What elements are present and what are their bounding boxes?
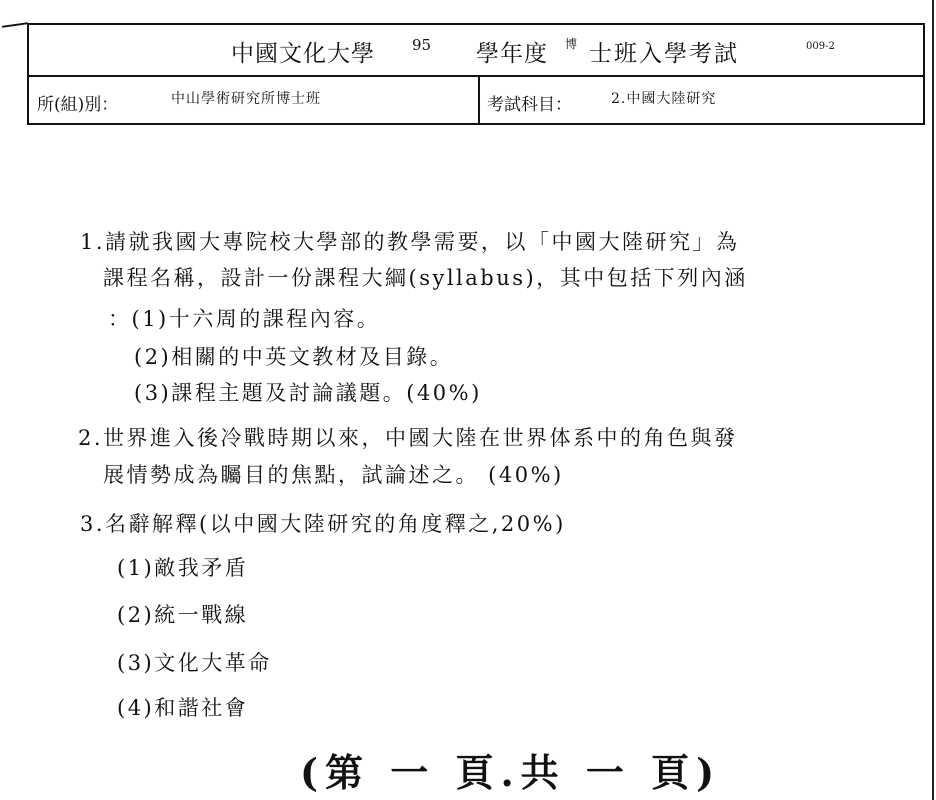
question-3-item-3: (3)文化大革命 [117,651,272,675]
university-name: 中國文化大學 [231,41,375,67]
subject-label: 考試科目： [487,95,572,115]
academic-year-label: 學年度 [476,41,548,67]
scan-corner-mark [2,22,28,28]
question-3-line-1: 3.名辭解釋(以中國大陸研究的角度釋之,20%) [80,512,566,536]
question-3-item-2: (2)統一戰線 [117,603,249,627]
exam-title-row [29,25,923,77]
degree-level: 博 [565,37,578,51]
department-label: 所(組)別： [37,95,119,115]
subject-value: 2.中國大陸研究 [611,91,717,107]
question-1-line-1: 1.請就我國大專院校大學部的教學需要，以「中國大陸研究」為 [80,230,740,254]
question-1-line-5: (3)課程主題及討論議題。(40%) [134,381,482,405]
exam-info-row [29,75,923,125]
scan-page-edge [932,0,934,800]
question-3-item-4: (4)和諧社會 [117,696,249,720]
cell-divider [478,75,480,125]
document-code: 009-2 [806,41,835,52]
question-2-line-2: 展情勢成為矚目的焦點，試論述之。 (40%) [103,463,564,487]
academic-year: 95 [412,36,432,54]
question-1-line-3: ：(1)十六周的課程內容。 [108,307,381,331]
exam-name: 士班入學考試 [589,41,739,67]
exam-header-table [27,23,925,125]
question-1-line-2: 課程名稱，設計一份課程大綱(syllabus)，其中包括下列內涵 [103,266,748,290]
page-number-footer: (第 一 頁.共 一 頁) [300,750,722,795]
department-value: 中山學術研究所博士班 [171,91,321,107]
question-3-item-1: (1)敵我矛盾 [117,556,249,580]
question-2-line-1: 2.世界進入後冷戰時期以來，中國大陸在世界体系中的角色與發 [78,426,738,450]
question-1-line-4: (2)相關的中英文教材及目錄。 [134,345,454,369]
